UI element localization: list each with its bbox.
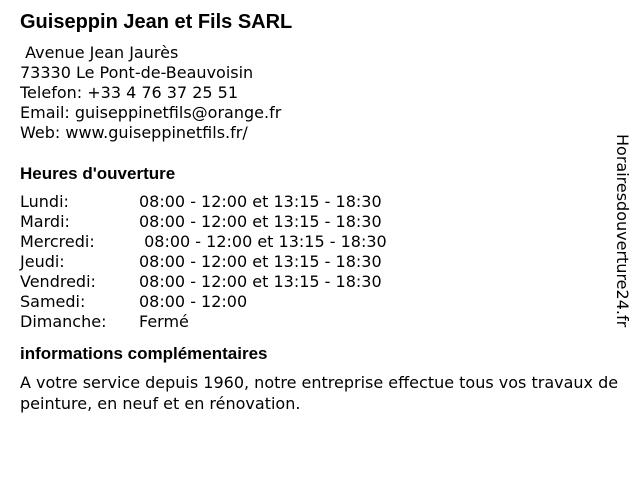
time-value: 08:00 - 12:00 et 13:15 - 18:30: [139, 232, 387, 251]
time-value: 08:00 - 12:00 et 13:15 - 18:30: [139, 272, 382, 291]
time-value: 08:00 - 12:00 et 13:15 - 18:30: [139, 212, 382, 231]
info-title: informations complémentaires: [20, 344, 268, 363]
time-value: 08:00 - 12:00 et 13:15 - 18:30: [139, 252, 382, 271]
day-label: Mardi:: [20, 212, 70, 231]
hours-row-tuesday: [20, 212, 620, 232]
email-line: Email: guiseppinetfils@orange.fr: [20, 103, 282, 122]
day-label: Samedi:: [20, 292, 86, 311]
day-label: Mercredi:: [20, 232, 95, 251]
street-address: Avenue Jean Jaurès: [20, 43, 179, 62]
day-label: Jeudi:: [20, 252, 65, 271]
hours-row-saturday: [20, 292, 620, 312]
hours-row-sunday: [20, 312, 620, 332]
time-value: 08:00 - 12:00 et 13:15 - 18:30: [139, 192, 382, 211]
hours-table: [20, 192, 620, 332]
city-address: 73330 Le Pont-de-Beauvoisin: [20, 63, 254, 82]
phone-line: Telefon: +33 4 76 37 25 51: [20, 83, 239, 102]
hours-row-monday: [20, 192, 620, 212]
company-name: Guiseppin Jean et Fils SARL: [20, 11, 293, 33]
day-label: Dimanche:: [20, 312, 107, 331]
site-watermark: Horairesdouverture24.fr: [613, 134, 632, 328]
business-card: [20, 10, 620, 414]
day-label: Vendredi:: [20, 272, 96, 291]
hours-row-wednesday: [20, 232, 620, 252]
day-label: Lundi:: [20, 192, 69, 211]
contact-block: [20, 43, 620, 143]
info-text: A votre service depuis 1960, notre entreprise effectue tous vos travaux de peinture, en neuf et en rénovation.: [20, 373, 619, 413]
time-value: 08:00 - 12:00: [139, 292, 248, 311]
time-value: Fermé: [139, 312, 189, 331]
hours-row-thursday: [20, 252, 620, 272]
hours-title: Heures d'ouverture: [20, 164, 176, 183]
hours-row-friday: [20, 272, 620, 292]
web-line: Web: www.guiseppinetfils.fr/: [20, 123, 248, 142]
